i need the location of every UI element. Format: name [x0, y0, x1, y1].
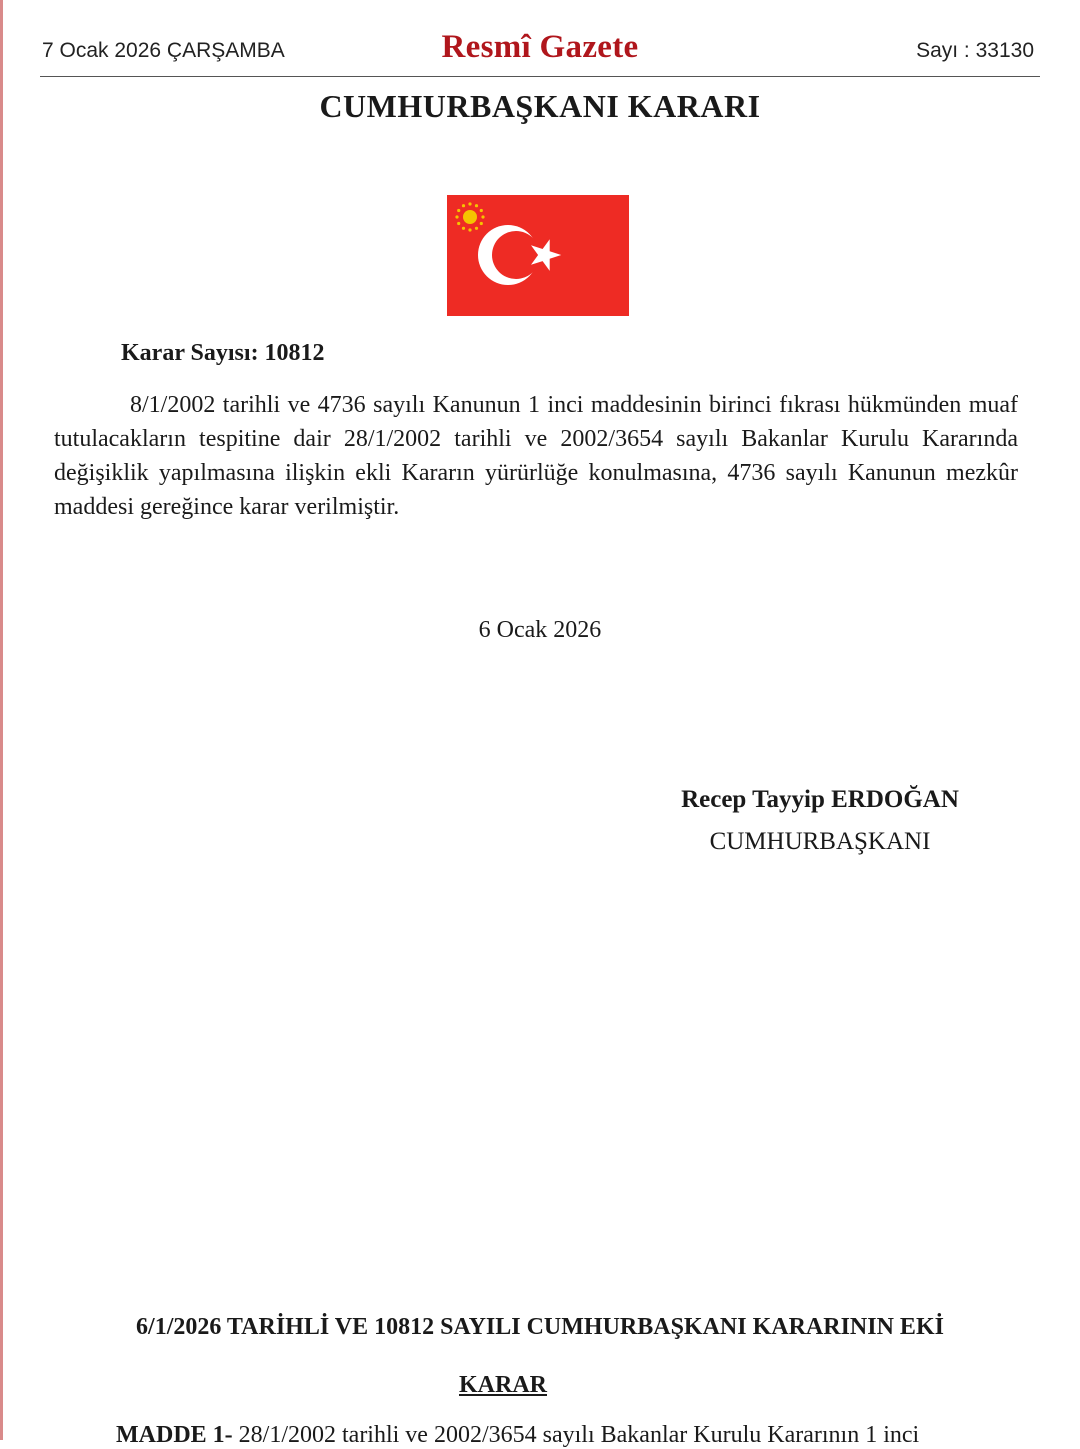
annex-heading: 6/1/2026 TARİHLİ VE 10812 SAYILI CUMHURBAŞKANI KARARININ EKİ [136, 1314, 944, 1340]
issue-date: 7 Ocak 2026 ÇARŞAMBA [42, 39, 285, 62]
signer-title: CUMHURBAŞKANI [709, 828, 931, 855]
document-heading: CUMHURBAŞKANI KARARI [319, 88, 761, 124]
article-text: 28/1/2002 tarihli ve 2002/3654 sayılı Bakanlar Kurulu Kararının 1 inci [238, 1422, 920, 1448]
gazette-title: Resmî Gazete [441, 29, 639, 65]
signer-name: Recep Tayyip ERDOĞAN [681, 786, 959, 813]
decision-body-text: 8/1/2002 tarihli ve 4736 sayılı Kanunun 1 inci maddesinin birinci fıkrası hükmünden muaf tutulacakların tespitine dair 28/1/2002 tarihli ve 2002/3654 sayılı Bakanlar Kurulu Kararında değişiklik yapılmasına ilişkin ekli Kararın yürürlüğe konulmasına, 4736 sayılı Kanunun mezkûr maddesi gereğince karar verilmiştir. [54, 392, 1018, 520]
annex-subheading: KARAR [459, 1372, 547, 1398]
decision-date: 6 Ocak 2026 [478, 617, 602, 643]
issue-number: Sayı : 33130 [916, 39, 1034, 62]
gazette-masthead [40, 26, 1040, 77]
decision-number: Karar Sayısı: 10812 [121, 340, 325, 366]
article-1-line [116, 1422, 919, 1449]
turkish-flag-icon [447, 195, 629, 316]
article-label: MADDE 1- [116, 1422, 233, 1448]
page-edge [0, 0, 3, 1440]
